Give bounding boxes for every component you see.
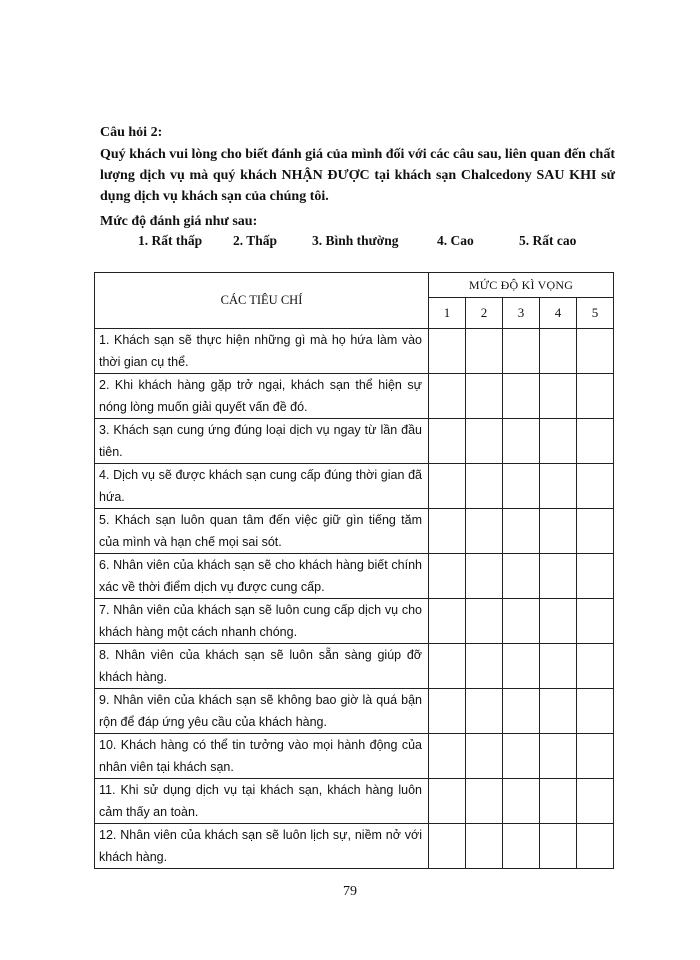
table-row: [95, 644, 614, 689]
rating-cell-5[interactable]: [577, 554, 614, 599]
rating-cell-3[interactable]: [503, 509, 540, 554]
rating-cell-4[interactable]: [540, 689, 577, 734]
rating-cell-2[interactable]: [466, 509, 503, 554]
rating-cell-1[interactable]: [429, 644, 466, 689]
rating-cell-3[interactable]: [503, 599, 540, 644]
rating-cell-5[interactable]: [577, 419, 614, 464]
criterion-text: 12. Nhân viên của khách sạn sẽ luôn lịch sự, niềm nở với khách hàng.: [95, 824, 429, 869]
scale-option-1: 1. Rất thấp: [138, 233, 203, 248]
scale-option-3: 3. Bình thường: [312, 233, 399, 248]
expectation-level-header: MỨC ĐỘ KÌ VỌNG: [429, 273, 614, 298]
level-header-1: 1: [429, 298, 466, 329]
criterion-text: 11. Khi sử dụng dịch vụ tại khách sạn, khách hàng luôn cảm thấy an toàn.: [95, 779, 429, 824]
scale-title: Mức độ đánh giá như sau:: [100, 214, 258, 229]
table-row: [95, 509, 614, 554]
level-header-3: 3: [503, 298, 540, 329]
table-row: [95, 824, 614, 869]
rating-cell-3[interactable]: [503, 734, 540, 779]
rating-cell-2[interactable]: [466, 599, 503, 644]
rating-cell-2[interactable]: [466, 779, 503, 824]
rating-cell-3[interactable]: [503, 689, 540, 734]
rating-cell-3[interactable]: [503, 464, 540, 509]
level-header-4: 4: [540, 298, 577, 329]
criterion-text: 7. Nhân viên của khách sạn sẽ luôn cung cấp dịch vụ cho khách hàng một cách nhanh chóng.: [95, 599, 429, 644]
rating-cell-2[interactable]: [466, 329, 503, 374]
criterion-text: 2. Khi khách hàng gặp trở ngại, khách sạn thể hiện sự nóng lòng muốn giải quyết vấn đề đó.: [95, 374, 429, 419]
rating-cell-1[interactable]: [429, 554, 466, 599]
rating-cell-5[interactable]: [577, 689, 614, 734]
rating-cell-2[interactable]: [466, 689, 503, 734]
rating-cell-4[interactable]: [540, 599, 577, 644]
criterion-text: 3. Khách sạn cung ứng đúng loại dịch vụ ngay từ lần đầu tiên.: [95, 419, 429, 464]
rating-cell-2[interactable]: [466, 554, 503, 599]
criteria-header: CÁC TIÊU CHÍ: [95, 273, 429, 329]
rating-cell-5[interactable]: [577, 329, 614, 374]
table-row: [95, 599, 614, 644]
rating-cell-4[interactable]: [540, 824, 577, 869]
table-row: [95, 554, 614, 599]
rating-cell-5[interactable]: [577, 779, 614, 824]
rating-cell-2[interactable]: [466, 374, 503, 419]
rating-cell-2[interactable]: [466, 734, 503, 779]
criterion-text: 4. Dịch vụ sẽ được khách sạn cung cấp đúng thời gian đã hứa.: [95, 464, 429, 509]
rating-cell-4[interactable]: [540, 554, 577, 599]
rating-cell-4[interactable]: [540, 419, 577, 464]
table-row: [95, 779, 614, 824]
rating-cell-5[interactable]: [577, 509, 614, 554]
criterion-text: 10. Khách hàng có thể tin tưởng vào mọi hành động của nhân viên tại khách sạn.: [95, 734, 429, 779]
rating-cell-4[interactable]: [540, 374, 577, 419]
rating-cell-2[interactable]: [466, 824, 503, 869]
rating-cell-4[interactable]: [540, 509, 577, 554]
rating-cell-1[interactable]: [429, 734, 466, 779]
table-row: [95, 689, 614, 734]
scale-option-5: 5. Rất cao: [519, 233, 577, 248]
rating-cell-2[interactable]: [466, 419, 503, 464]
rating-cell-3[interactable]: [503, 419, 540, 464]
rating-cell-2[interactable]: [466, 644, 503, 689]
criterion-text: 9. Nhân viên của khách sạn sẽ không bao giờ là quá bận rộn để đáp ứng yêu cầu của khách hàng.: [95, 689, 429, 734]
level-header-2: 2: [466, 298, 503, 329]
table-row: [95, 464, 614, 509]
scale-option-2: 2. Thấp: [233, 233, 278, 248]
table-row: [95, 329, 614, 374]
rating-cell-1[interactable]: [429, 464, 466, 509]
rating-cell-5[interactable]: [577, 599, 614, 644]
rating-cell-3[interactable]: [503, 329, 540, 374]
page-number: 79: [343, 884, 357, 899]
rating-cell-5[interactable]: [577, 644, 614, 689]
rating-cell-4[interactable]: [540, 464, 577, 509]
rating-cell-2[interactable]: [466, 464, 503, 509]
rating-cell-5[interactable]: [577, 824, 614, 869]
rating-cell-5[interactable]: [577, 374, 614, 419]
rating-cell-4[interactable]: [540, 779, 577, 824]
criterion-text: 5. Khách sạn luôn quan tâm đến việc giữ gìn tiếng tăm của mình và hạn chế mọi sai sót.: [95, 509, 429, 554]
table-row: [95, 419, 614, 464]
rating-cell-1[interactable]: [429, 329, 466, 374]
rating-cell-1[interactable]: [429, 689, 466, 734]
criterion-text: 6. Nhân viên của khách sạn sẽ cho khách hàng biết chính xác về thời điểm dịch vụ được cung cấp.: [95, 554, 429, 599]
scale-option-4: 4. Cao: [437, 233, 474, 248]
rating-cell-5[interactable]: [577, 734, 614, 779]
rating-cell-4[interactable]: [540, 329, 577, 374]
rating-cell-3[interactable]: [503, 374, 540, 419]
question-text: Quý khách vui lòng cho biết đánh giá của mình đối với các câu sau, liên quan đến chất lượng dịch vụ mà quý khách NHẬN ĐƯỢC tại khách sạn Chalcedony SAU KHI sử dụng dịch vụ khách sạn của chúng tôi.: [100, 147, 615, 204]
survey-table: [94, 272, 614, 869]
rating-cell-5[interactable]: [577, 464, 614, 509]
criterion-text: 8. Nhân viên của khách sạn sẽ luôn sẵn sàng giúp đỡ khách hàng.: [95, 644, 429, 689]
rating-cell-4[interactable]: [540, 644, 577, 689]
rating-cell-3[interactable]: [503, 824, 540, 869]
level-header-5: 5: [577, 298, 614, 329]
rating-cell-3[interactable]: [503, 779, 540, 824]
rating-cell-1[interactable]: [429, 779, 466, 824]
rating-cell-3[interactable]: [503, 644, 540, 689]
criterion-text: 1. Khách sạn sẽ thực hiện những gì mà họ hứa làm vào thời gian cụ thể.: [95, 329, 429, 374]
rating-cell-1[interactable]: [429, 599, 466, 644]
rating-cell-1[interactable]: [429, 509, 466, 554]
table-row: [95, 734, 614, 779]
rating-cell-1[interactable]: [429, 824, 466, 869]
rating-cell-1[interactable]: [429, 419, 466, 464]
table-row: [95, 374, 614, 419]
rating-cell-3[interactable]: [503, 554, 540, 599]
rating-cell-4[interactable]: [540, 734, 577, 779]
question-title: Câu hỏi 2:: [100, 125, 163, 140]
rating-cell-1[interactable]: [429, 374, 466, 419]
